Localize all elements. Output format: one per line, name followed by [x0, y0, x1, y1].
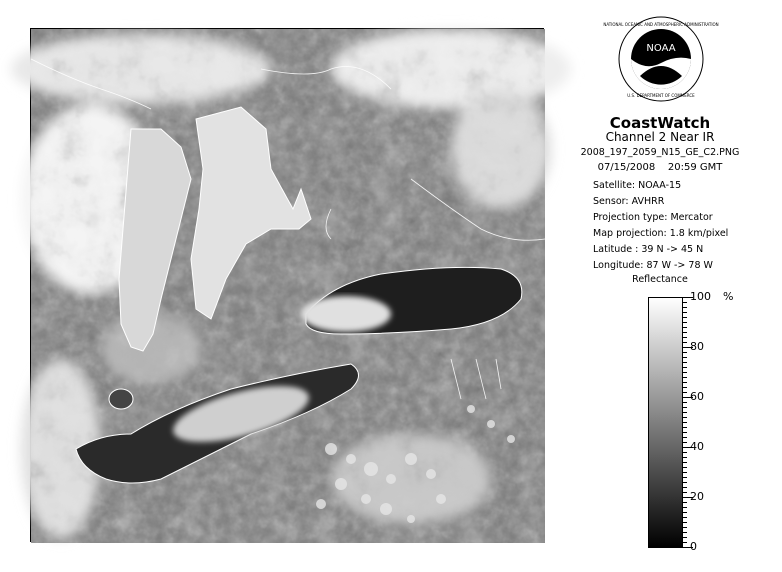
colorbar-minor-tick [683, 402, 687, 403]
colorbar-minor-tick [683, 432, 687, 433]
colorbar-tick-label: 0 [690, 540, 697, 553]
colorbar-minor-tick [683, 342, 687, 343]
colorbar-tick-label: 100 [690, 290, 711, 303]
colorbar-minor-tick [683, 527, 687, 528]
map-projection-info: Map projection: 1.8 km/pixel [593, 228, 729, 239]
colorbar-minor-tick [683, 387, 687, 388]
subtitle: Channel 2 Near IR [605, 130, 715, 144]
colorbar-minor-tick [683, 382, 687, 383]
colorbar-minor-tick [683, 337, 687, 338]
longitude-info: Longitude: 87 W -> 78 W [593, 260, 713, 271]
colorbar-tick-label: 40 [690, 440, 704, 453]
colorbar-minor-tick [683, 302, 687, 303]
colorbar-minor-tick [683, 512, 687, 513]
colorbar-minor-tick [683, 417, 687, 418]
colorbar-minor-tick [683, 467, 687, 468]
colorbar-minor-tick [683, 477, 687, 478]
colorbar-unit: % [723, 290, 734, 303]
projection-type-info: Projection type: Mercator [593, 212, 713, 223]
colorbar-minor-tick [683, 327, 687, 328]
latitude-info: Latitude : 39 N -> 45 N [593, 244, 704, 255]
colorbar-minor-tick [683, 537, 687, 538]
colorbar-minor-tick [683, 517, 687, 518]
colorbar-minor-tick [683, 427, 687, 428]
colorbar-minor-tick [683, 352, 687, 353]
colorbar-minor-tick [683, 502, 687, 503]
colorbar-minor-tick [683, 307, 687, 308]
colorbar-minor-tick [683, 532, 687, 533]
colorbar-minor-tick [683, 452, 687, 453]
colorbar-minor-tick [683, 412, 687, 413]
satellite-info: Satellite: NOAA-15 [593, 180, 682, 191]
colorbar-minor-tick [683, 522, 687, 523]
colorbar-minor-tick [683, 457, 687, 458]
sensor-info: Sensor: AVHRR [593, 196, 665, 207]
noaa-logo [603, 16, 719, 102]
title: CoastWatch [609, 114, 711, 132]
colorbar-minor-tick [683, 392, 687, 393]
colorbar-minor-tick [683, 367, 687, 368]
logo-ring-top: NATIONAL OCEANIC AND ATMOSPHERIC ADMINISTRATION [603, 22, 719, 27]
colorbar-minor-tick [683, 462, 687, 463]
colorbar-minor-tick [683, 542, 687, 543]
colorbar-tick-label: 20 [690, 490, 704, 503]
colorbar-minor-tick [683, 437, 687, 438]
colorbar-minor-tick [683, 472, 687, 473]
datetime: 07/15/2008 20:59 GMT [597, 162, 723, 173]
colorbar-minor-tick [683, 372, 687, 373]
colorbar-minor-tick [683, 487, 687, 488]
filename: 2008_197_2059_N15_GE_C2.PNG [580, 147, 740, 158]
reflectance-colorbar [648, 297, 683, 548]
colorbar-tick-label: 80 [690, 340, 704, 353]
colorbar-minor-tick [683, 492, 687, 493]
colorbar-minor-tick [683, 357, 687, 358]
satellite-image [31, 29, 545, 543]
colorbar-minor-tick [683, 322, 687, 323]
logo-text: NOAA [646, 43, 676, 54]
logo-ring-bottom: U.S. DEPARTMENT OF COMMERCE [627, 93, 695, 98]
colorbar-minor-tick [683, 507, 687, 508]
colorbar-minor-tick [683, 377, 687, 378]
satellite-image-panel [30, 28, 544, 542]
colorbar-minor-tick [683, 317, 687, 318]
colorbar-label: Reflectance [632, 274, 688, 285]
colorbar-minor-tick [683, 312, 687, 313]
colorbar-minor-tick [683, 407, 687, 408]
colorbar-minor-tick [683, 422, 687, 423]
lake-st-clair [109, 389, 133, 409]
colorbar-minor-tick [683, 332, 687, 333]
colorbar-minor-tick [683, 442, 687, 443]
colorbar-minor-tick [683, 362, 687, 363]
colorbar-tick-label: 60 [690, 390, 704, 403]
colorbar-minor-tick [683, 482, 687, 483]
